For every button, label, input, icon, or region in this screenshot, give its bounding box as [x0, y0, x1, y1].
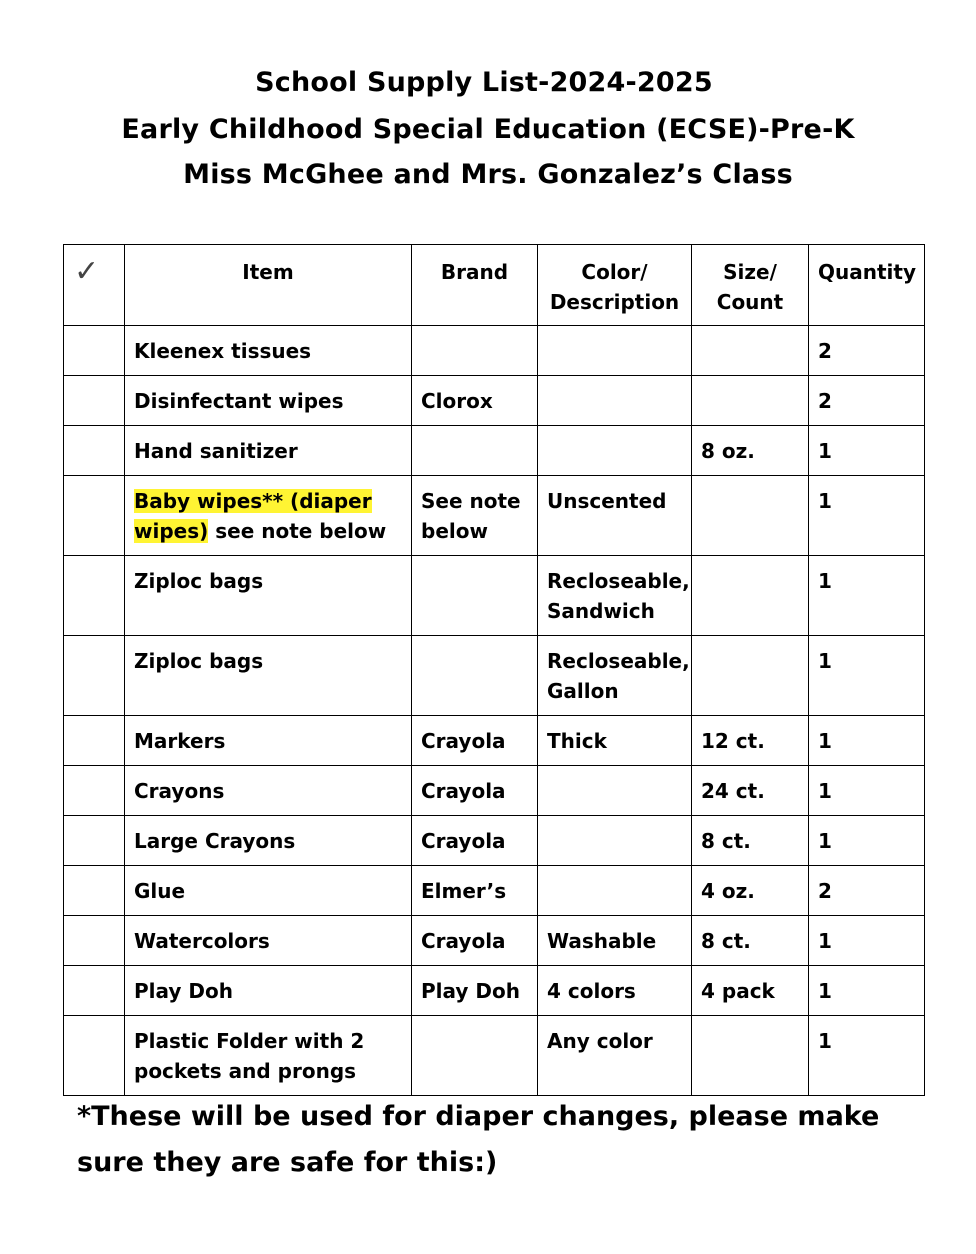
- brand-cell: Clorox: [412, 376, 538, 426]
- table-row: [64, 556, 925, 636]
- color-cell: Thick: [538, 716, 692, 766]
- color-cell: Any color: [538, 1016, 692, 1096]
- table-row: [64, 866, 925, 916]
- check-cell: [64, 376, 125, 426]
- brand-cell: Crayola: [412, 816, 538, 866]
- table-row: [64, 476, 925, 556]
- color-cell: Recloseable, Sandwich: [538, 556, 692, 636]
- brand-cell: Elmer’s: [412, 866, 538, 916]
- check-cell: [64, 426, 125, 476]
- item-cell: Markers: [125, 716, 412, 766]
- color-cell: [538, 326, 692, 376]
- quantity-cell: 1: [809, 476, 925, 556]
- quantity-cell: 2: [809, 376, 925, 426]
- brand-cell: See note below: [412, 476, 538, 556]
- table-row: [64, 376, 925, 426]
- color-cell: [538, 866, 692, 916]
- quantity-cell: 2: [809, 866, 925, 916]
- item-cell: Crayons: [125, 766, 412, 816]
- check-cell: [64, 716, 125, 766]
- brand-cell: [412, 636, 538, 716]
- diaper-wipes-footnote: *These will be used for diaper changes, please make sure they are safe for this:): [77, 1101, 880, 1178]
- item-cell: Watercolors: [125, 916, 412, 966]
- table-header-row: [64, 245, 925, 326]
- item-cell: Play Doh: [125, 966, 412, 1016]
- quantity-cell: 1: [809, 1016, 925, 1096]
- brand-cell: [412, 326, 538, 376]
- check-cell: [64, 1016, 125, 1096]
- brand-cell: Crayola: [412, 716, 538, 766]
- color-cell: Unscented: [538, 476, 692, 556]
- quantity-cell: 1: [809, 556, 925, 636]
- size-cell: [692, 326, 809, 376]
- item-cell: Disinfectant wipes: [125, 376, 412, 426]
- quantity-cell: 1: [809, 426, 925, 476]
- column-header-color: Color/ Description: [538, 245, 692, 326]
- size-cell: 12 ct.: [692, 716, 809, 766]
- color-cell: Recloseable, Gallon: [538, 636, 692, 716]
- size-cell: 8 ct.: [692, 816, 809, 866]
- column-header-quantity: Quantity: [809, 245, 925, 326]
- check-cell: [64, 866, 125, 916]
- item-cell: Plastic Folder with 2 pockets and prongs: [125, 1016, 412, 1096]
- color-cell: [538, 376, 692, 426]
- size-cell: 8 oz.: [692, 426, 809, 476]
- item-cell: Kleenex tissues: [125, 326, 412, 376]
- brand-cell: [412, 556, 538, 636]
- check-cell: [64, 636, 125, 716]
- check-cell: [64, 556, 125, 636]
- color-cell: [538, 426, 692, 476]
- table-row: [64, 326, 925, 376]
- size-cell: 24 ct.: [692, 766, 809, 816]
- color-cell: [538, 816, 692, 866]
- quantity-cell: 1: [809, 966, 925, 1016]
- color-cell: [538, 766, 692, 816]
- quantity-cell: 2: [809, 326, 925, 376]
- brand-cell: [412, 1016, 538, 1096]
- item-cell: Ziploc bags: [125, 636, 412, 716]
- highlighted-item-text: Baby wipes** (diaper wipes): [134, 489, 372, 543]
- table-row: [64, 966, 925, 1016]
- item-cell: Large Crayons: [125, 816, 412, 866]
- item-cell: [125, 476, 412, 556]
- color-cell: 4 colors: [538, 966, 692, 1016]
- title-class: Miss McGhee and Mrs. Gonzalez’s Class: [183, 159, 793, 190]
- brand-cell: [412, 426, 538, 476]
- table-row: [64, 916, 925, 966]
- size-cell: [692, 556, 809, 636]
- size-cell: 4 pack: [692, 966, 809, 1016]
- quantity-cell: 1: [809, 636, 925, 716]
- brand-cell: Play Doh: [412, 966, 538, 1016]
- size-cell: [692, 476, 809, 556]
- item-cell: Hand sanitizer: [125, 426, 412, 476]
- supply-table: [63, 244, 925, 1096]
- table-row: [64, 816, 925, 866]
- check-cell: [64, 966, 125, 1016]
- table-row: [64, 716, 925, 766]
- size-cell: [692, 636, 809, 716]
- checkmark-icon: ✓: [64, 245, 125, 326]
- title-school-supply-list: School Supply List-2024-2025: [255, 67, 713, 98]
- check-cell: [64, 916, 125, 966]
- brand-cell: Crayola: [412, 766, 538, 816]
- check-cell: [64, 326, 125, 376]
- size-cell: 4 oz.: [692, 866, 809, 916]
- quantity-cell: 1: [809, 916, 925, 966]
- quantity-cell: 1: [809, 766, 925, 816]
- check-cell: [64, 766, 125, 816]
- item-cell: Glue: [125, 866, 412, 916]
- size-cell: [692, 376, 809, 426]
- size-cell: 8 ct.: [692, 916, 809, 966]
- table-row: [64, 426, 925, 476]
- brand-cell: Crayola: [412, 916, 538, 966]
- quantity-cell: 1: [809, 816, 925, 866]
- title-program: Early Childhood Special Education (ECSE)-Pre-K: [121, 114, 855, 145]
- column-header-size: Size/ Count: [692, 245, 809, 326]
- check-cell: [64, 476, 125, 556]
- column-header-item: Item: [125, 245, 412, 326]
- table-row: [64, 1016, 925, 1096]
- check-cell: [64, 816, 125, 866]
- item-note-text: see note below: [208, 519, 387, 543]
- item-cell: Ziploc bags: [125, 556, 412, 636]
- column-header-brand: Brand: [412, 245, 538, 326]
- table-row: [64, 766, 925, 816]
- size-cell: [692, 1016, 809, 1096]
- color-cell: Washable: [538, 916, 692, 966]
- table-row: [64, 636, 925, 716]
- quantity-cell: 1: [809, 716, 925, 766]
